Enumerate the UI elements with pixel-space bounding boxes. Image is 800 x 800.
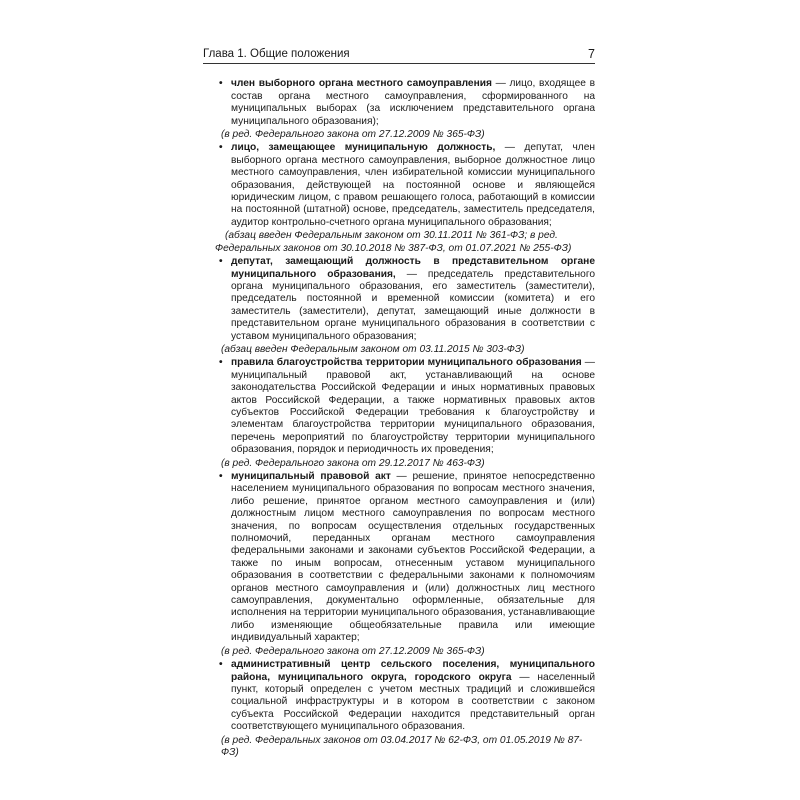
amendment-note: (в ред. Федерального закона от 27.12.2009 № 365-ФЗ) xyxy=(221,645,485,657)
term: правила благоустройства территории муниципального образования xyxy=(231,357,582,369)
amendment-note: (абзац введен Федеральным законом от 03.11.2015 № 303-ФЗ) xyxy=(221,343,525,355)
entry-body xyxy=(203,471,595,645)
definition-entry xyxy=(203,357,595,470)
bullet-icon: • xyxy=(219,471,223,482)
definition-entry xyxy=(203,256,595,356)
entry-body xyxy=(203,659,595,733)
amendment-note: (в ред. Федерального закона от 27.12.2009 № 365-ФЗ) xyxy=(221,129,485,141)
definition-entry xyxy=(203,659,595,759)
definition-text: — председатель представительного органа муниципального образования, его заместитель (заместители), председатель постоянной и временной комиссии (комитета) и его заместитель (заместители), депутат, замещающий иные должности в представительном органе муниципального образования в соответствии с уставом муниципального образования; xyxy=(231,268,595,342)
definition-text: — лицо, входящее в состав органа местного самоуправления, сформированного на муниципальных выборах (за исключением представительного органа муниципального образования); xyxy=(231,78,595,127)
bullet-icon: • xyxy=(219,357,223,369)
running-header xyxy=(203,48,595,64)
term: муниципальный правовой акт xyxy=(231,471,391,482)
bullet-icon: • xyxy=(219,142,223,154)
term: депутат, замещающий должность в представительном органе муниципального образования, xyxy=(231,256,595,280)
entry-body xyxy=(203,142,595,229)
amendment-note: (абзац введен Федеральным законом от 30.11.2011 № 361-ФЗ; в ред. Федеральных законов от 30.10.2018 № 387-ФЗ, от 01.07.2021 № 255-ФЗ) xyxy=(215,230,572,254)
chapter-title: Глава 1. Общие положения xyxy=(203,48,350,60)
entry-body xyxy=(203,357,595,456)
amendment-note: (в ред. Федерального закона от 29.12.2017 № 463-ФЗ) xyxy=(221,457,485,469)
bullet-icon: • xyxy=(219,256,223,268)
bullet-icon: • xyxy=(219,78,223,90)
entry-body xyxy=(203,256,595,343)
amendment-note: (в ред. Федеральных законов от 03.04.2017 № 62-ФЗ, от 01.05.2019 № 87-ФЗ) xyxy=(221,734,583,758)
term: лицо, замещающее муниципальную должность, xyxy=(231,142,496,154)
term: член выборного органа местного самоуправления xyxy=(231,78,492,90)
definition-entry xyxy=(203,471,595,658)
definition-entry xyxy=(203,78,595,141)
entry-body xyxy=(203,78,595,128)
page-number: 7 xyxy=(588,47,595,61)
term: административный центр сельского поселения, муниципального района, муниципального округа, городского округа xyxy=(231,659,595,683)
book-page xyxy=(203,48,595,760)
definition-text: — муниципальный правовой акт, устанавливающий на основе законодательства Российской Федерации и иных нормативных правовых актов Российской Федерации, а также нормативных правовых актов субъектов Российской Федерации требования к благоустройству и элементам благоустройства территории муниципального образования, перечень мероприятий по благоустройству территории муниципального образования, порядок и периодичность их проведения; xyxy=(231,357,595,456)
definition-entry xyxy=(203,142,595,255)
definition-text: — решение, принятое непосредственно населением муниципального образования по вопросам местного значения, либо решение, принятое органом местного самоуправления и (или) должностным лицом местного самоуправления по вопросам местного значения, по вопросам осуществления отдельных государственных полномочий, переданных органам местного самоуправления федеральными законами и законами субъектов Российской Федерации, а также по иным вопросам, отнесенным уставом муниципального образования в соответствии с федеральными законами к полномочиям органов местного самоуправления и (или) должностных лиц местного самоуправления, документально оформленные, обязательные для исполнения на территории муниципального образования, устанавливающие либо изменяющие общеобязательные правила или имеющие индивидуальный характер; xyxy=(231,471,596,644)
definition-text: — населенный пункт, который определен с учетом местных традиций и сложившейся социальной инфраструктуры и в котором в соответствии с законом субъекта Российской Федерации находится представительный орган соответствующего муниципального образования. xyxy=(231,671,596,733)
bullet-icon: • xyxy=(219,659,223,671)
definition-text: — депутат, член выборного органа местного самоуправления, выборное должностное лицо местного самоуправления, член избирательной комиссии муниципального образования, действующей на постоянной основе и являющейся юридическим лицом, с правом решающего голоса, работающий в комиссии на постоянной (штатной) основе, председатель, заместитель председателя, аудитор контрольно-счетного органа муниципального образования; xyxy=(231,142,595,228)
